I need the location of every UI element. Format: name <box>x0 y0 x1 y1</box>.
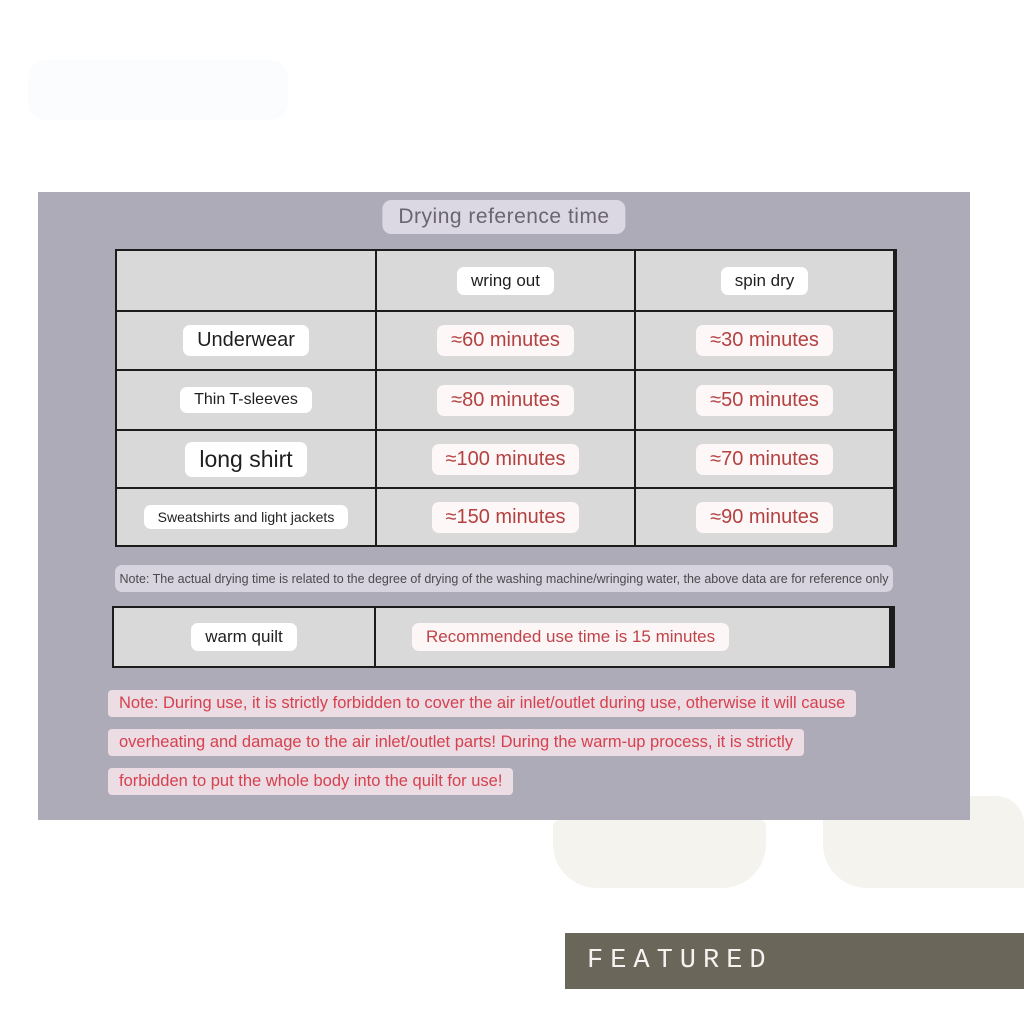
table-footnote: Note: The actual drying time is related to the degree of drying of the washing machine/wringing water, the above data are for reference only <box>115 565 893 592</box>
drying-time-table <box>115 249 897 547</box>
spin-dry-value: ≈50 minutes <box>696 385 833 416</box>
drying-info-panel <box>38 192 970 820</box>
item-label: long shirt <box>185 442 306 477</box>
background-shape-top-left <box>28 60 288 120</box>
table-row-wring-out <box>377 431 634 487</box>
spin-dry-value: ≈90 minutes <box>696 502 833 533</box>
background-shape-right-edge <box>970 796 1024 836</box>
wring-out-value: ≈80 minutes <box>437 385 574 416</box>
table-row-spin-dry <box>636 431 893 487</box>
wring-out-value: ≈150 minutes <box>432 502 580 533</box>
table-row-spin-dry <box>636 371 893 429</box>
table-row-spin-dry <box>636 489 893 545</box>
quilt-item-cell <box>114 608 374 666</box>
item-label: warm quilt <box>191 623 296 651</box>
table-row-item <box>117 431 375 487</box>
wring-out-value: ≈60 minutes <box>437 325 574 356</box>
background-shape-bottom-left <box>553 820 766 888</box>
table-row-item <box>117 312 375 369</box>
quilt-value-cell <box>376 608 889 666</box>
table-row-item <box>117 489 375 545</box>
wring-out-value: ≈100 minutes <box>432 444 580 475</box>
page-title: Drying reference time <box>382 200 625 234</box>
table-header-spin-dry <box>636 251 893 310</box>
table-row-item <box>117 371 375 429</box>
header-label: spin dry <box>721 267 809 295</box>
spin-dry-value: ≈70 minutes <box>696 444 833 475</box>
spin-dry-value: ≈30 minutes <box>696 325 833 356</box>
table-row-wring-out <box>377 312 634 369</box>
header-label: wring out <box>457 267 554 295</box>
table-row-wring-out <box>377 371 634 429</box>
table-row-spin-dry <box>636 312 893 369</box>
table-header-item <box>117 251 375 310</box>
item-label: Underwear <box>183 325 309 356</box>
warning-line: overheating and damage to the air inlet/outlet parts! During the warm-up process, it is strictly <box>108 729 804 756</box>
quilt-recommendation: Recommended use time is 15 minutes <box>412 623 729 651</box>
item-label: Thin T-sleeves <box>180 387 312 413</box>
warning-line: Note: During use, it is strictly forbidden to cover the air inlet/outlet during use, otherwise it will cause <box>108 690 856 717</box>
table-row-wring-out <box>377 489 634 545</box>
featured-banner-label: FEATURED <box>587 946 773 976</box>
warning-line: forbidden to put the whole body into the quilt for use! <box>108 768 513 795</box>
warm-quilt-table <box>112 606 895 668</box>
table-header-wring-out <box>377 251 634 310</box>
item-label: Sweatshirts and light jackets <box>144 505 349 529</box>
featured-banner <box>565 933 1024 989</box>
